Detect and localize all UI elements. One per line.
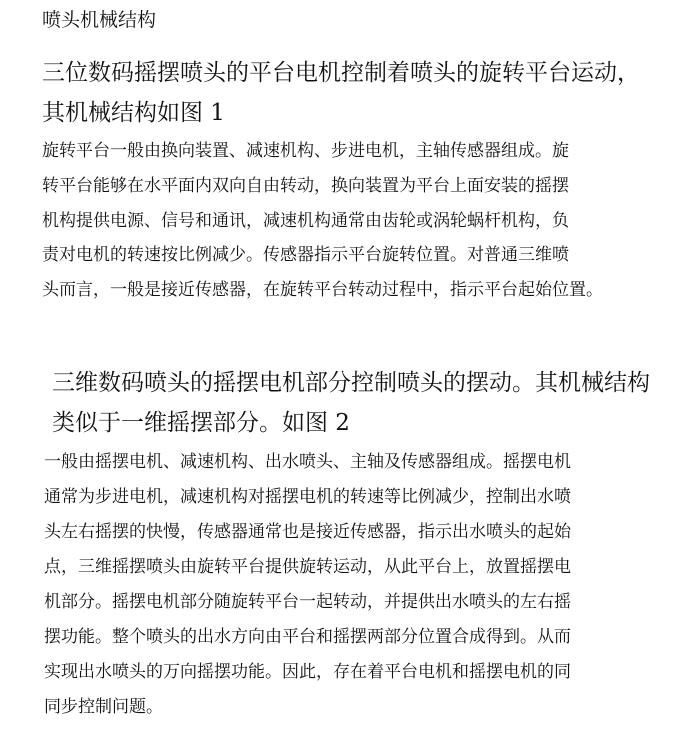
heading1-line-1: 三位数码摇摆喷头的平台电机控制着喷头的旋转平台运动， bbox=[42, 60, 640, 86]
heading1-line-2: 其机械结构如图 1 bbox=[42, 100, 225, 126]
paragraph2-line-4: 点，三维摇摆喷头由旋转平台提供旋转运动，从此平台上，放置摇摆电 bbox=[44, 557, 571, 577]
paragraph2-line-5: 机部分。摇摆电机部分随旋转平台一起转动，并提供出水喷头的左右摇 bbox=[44, 592, 571, 612]
paragraph2-line-2: 通常为步进电机，减速机构对摇摆电机的转速等比例减少，控制出水喷 bbox=[44, 487, 571, 507]
paragraph1-line-1: 旋转平台一般由换向装置、减速机构、步进电机，主轴传感器组成。旋 bbox=[42, 141, 569, 161]
paragraph1-line-3: 机构提供电源、信号和通讯，减速机构通常由齿轮或涡轮蜗杆机构，负 bbox=[42, 211, 569, 231]
document-title: 喷头机械结构 bbox=[42, 9, 157, 31]
paragraph2-line-8: 同步控制问题。 bbox=[44, 697, 163, 717]
paragraph2-line-3: 头左右摇摆的快慢，传感器通常也是接近传感器，指示出水喷头的起始 bbox=[44, 522, 571, 542]
paragraph1-line-4: 责对电机的转速按比例减少。传感器指示平台旋转位置。对普通三维喷 bbox=[42, 245, 569, 265]
paragraph2-line-6: 摆功能。整个喷头的出水方向由平台和摇摆两部分位置合成得到。从而 bbox=[44, 627, 571, 647]
heading2-line-1: 三维数码喷头的摇摆电机部分控制喷头的摆动。其机械结构 bbox=[52, 370, 650, 396]
paragraph1-line-2: 转平台能够在水平面内双向自由转动，换向装置为平台上面安装的摇摆 bbox=[42, 176, 569, 196]
paragraph2-line-1: 一般由摇摆电机、减速机构、出水喷头、主轴及传感器组成。摇摆电机 bbox=[44, 452, 571, 472]
paragraph1-line-5: 头而言，一般是接近传感器，在旋转平台转动过程中，指示平台起始位置。 bbox=[42, 280, 603, 300]
paragraph2-line-7: 实现出水喷头的万向摇摆功能。因此，存在着平台电机和摇摆电机的同 bbox=[44, 662, 571, 682]
heading2-line-2: 类似于一维摇摆部分。如图 2 bbox=[52, 410, 350, 436]
